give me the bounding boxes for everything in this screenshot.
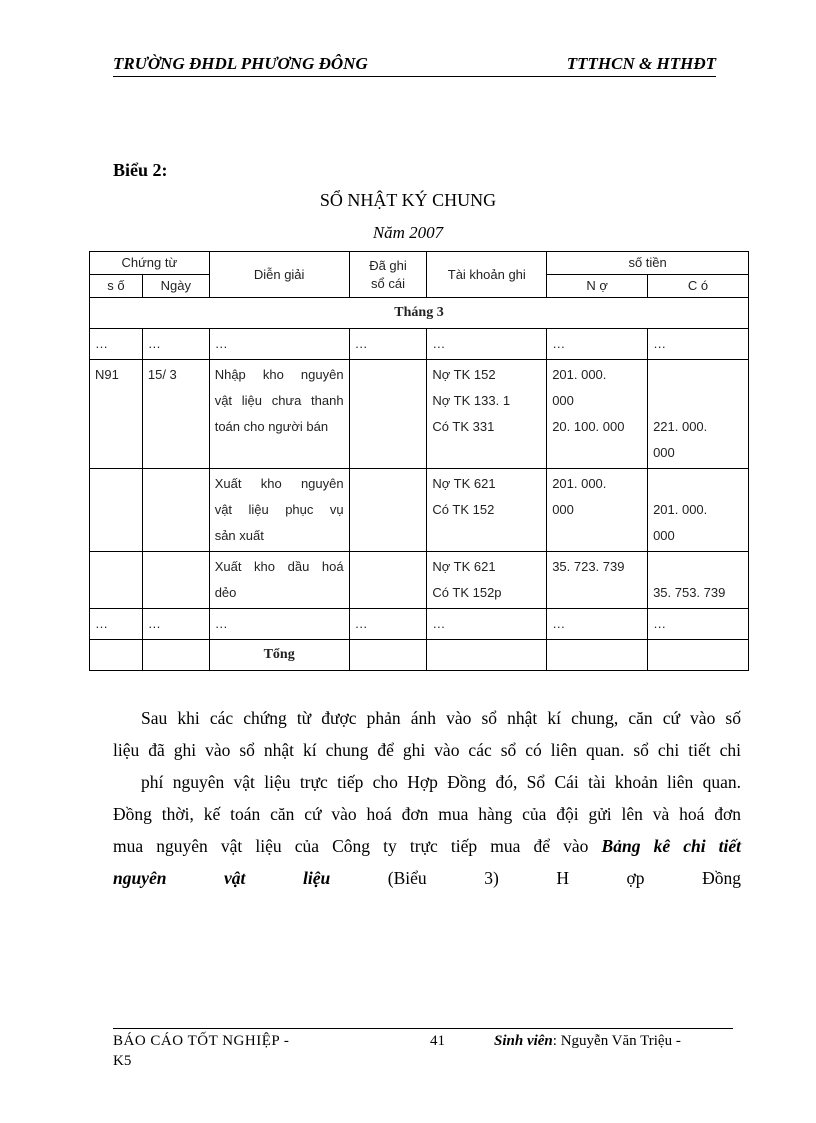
document-year: Năm 2007 xyxy=(372,223,444,242)
account-cell: Nợ TK 621 Có TK 152p xyxy=(427,552,547,609)
ellipsis-cell: … xyxy=(547,329,648,360)
voucher-date xyxy=(142,552,209,609)
header-da-ghi: Đã ghi sổ cái xyxy=(349,252,427,298)
header-so-tien: số tiền xyxy=(547,252,749,275)
posted-cell xyxy=(349,360,427,469)
paragraph-line: Sau khi các chứng từ được phản ánh vào sổ nhật kí chung, căn cứ vào số xyxy=(141,708,741,728)
ellipsis-cell: … xyxy=(142,609,209,640)
account-cell: Nợ TK 621 Có TK 152 xyxy=(427,469,547,552)
description-cell: Xuất kho nguyên vật liệu phục vụ sản xuất xyxy=(209,469,349,552)
ellipsis-row xyxy=(90,329,749,360)
voucher-number: N91 xyxy=(90,360,143,469)
paragraph-line: phí nguyên vật liệu trực tiếp cho Hợp Đồng đó, Sổ Cái tài khoản liên quan. xyxy=(141,772,741,792)
body-paragraph xyxy=(113,702,741,894)
voucher-number xyxy=(90,469,143,552)
ellipsis-cell: … xyxy=(648,609,749,640)
table-row xyxy=(90,552,749,609)
bieu-label: Biểu 2: xyxy=(113,160,168,180)
student-info: Sinh viên: Nguyễn Văn Triệu - xyxy=(494,1033,681,1049)
ellipsis-cell: … xyxy=(209,329,349,360)
total-row xyxy=(90,640,749,671)
credit-cell: 221. 000. 000 xyxy=(648,360,749,469)
description-cell: Nhập kho nguyên vật liệu chưa thanh toán cho người bán xyxy=(209,360,349,469)
ellipsis-cell: … xyxy=(648,329,749,360)
paragraph-line: liệu đã ghi vào sổ nhật kí chung để ghi vào các sổ có liên quan. sổ chi tiết chi xyxy=(113,740,741,760)
voucher-date xyxy=(142,469,209,552)
debit-cell: 35. 723. 739 xyxy=(547,552,648,609)
debit-cell: 201. 000. 000 xyxy=(547,469,648,552)
posted-cell xyxy=(349,469,427,552)
header-so: s ố xyxy=(90,275,143,298)
page-header xyxy=(113,52,716,77)
document-title: SỔ NHẬT KÝ CHUNG xyxy=(319,190,497,210)
header-row-1 xyxy=(90,252,749,275)
header-ngay: Ngày xyxy=(142,275,209,298)
paragraph-line: mua nguyên vật liệu của Công ty trực tiếp mua để vào Bảng kê chi tiết xyxy=(113,836,742,856)
ellipsis-cell: … xyxy=(349,609,427,640)
account-cell: Nợ TK 152 Nợ TK 133. 1 Có TK 331 xyxy=(427,360,547,469)
posted-cell xyxy=(349,552,427,609)
credit-cell: 35. 753. 739 xyxy=(648,552,749,609)
ellipsis-cell: … xyxy=(547,609,648,640)
debit-cell: 201. 000. 000 20. 100. 000 xyxy=(547,360,648,469)
paragraph-line: nguyên vật liệu (Biểu 3) H ợp Đồng xyxy=(113,868,741,888)
report-label: BÁO CÁO TỐT NGHIỆP - xyxy=(113,1033,290,1049)
ellipsis-row xyxy=(90,609,749,640)
voucher-date: 15/ 3 xyxy=(142,360,209,469)
header-co: C ó xyxy=(648,275,749,298)
ellipsis-cell: … xyxy=(349,329,427,360)
header-no: N ợ xyxy=(547,275,648,298)
header-tai-khoan: Tài khoản ghi xyxy=(427,252,547,298)
paragraph-line: Đồng thời, kế toán căn cứ vào hoá đơn mua hàng của đội gửi lên và hoá đơn xyxy=(113,804,741,824)
journal-table xyxy=(89,251,749,671)
ellipsis-cell: … xyxy=(142,329,209,360)
total-label: Tổng xyxy=(209,640,349,671)
page-number: 41 xyxy=(430,1033,445,1049)
month-row xyxy=(90,298,749,329)
voucher-number xyxy=(90,552,143,609)
ellipsis-cell: … xyxy=(427,329,547,360)
ellipsis-cell: … xyxy=(90,329,143,360)
credit-cell: 201. 000. 000 xyxy=(648,469,749,552)
ellipsis-cell: … xyxy=(90,609,143,640)
table-row xyxy=(90,469,749,552)
school-name: TRƯỜNG ĐHDL PHƯƠNG ĐÔNG xyxy=(113,54,368,73)
description-cell: Xuất kho dầu hoá dẻo xyxy=(209,552,349,609)
page-footer xyxy=(113,1028,733,1069)
faculty-name: TTTHCN & HTHĐT xyxy=(566,54,716,73)
month-label: Tháng 3 xyxy=(90,298,749,329)
header-chung-tu: Chứng từ xyxy=(90,252,210,275)
table-row xyxy=(90,360,749,469)
ellipsis-cell: … xyxy=(209,609,349,640)
ellipsis-cell: … xyxy=(427,609,547,640)
header-dien-giai: Diễn giải xyxy=(209,252,349,298)
class-label: K5 xyxy=(113,1053,132,1069)
